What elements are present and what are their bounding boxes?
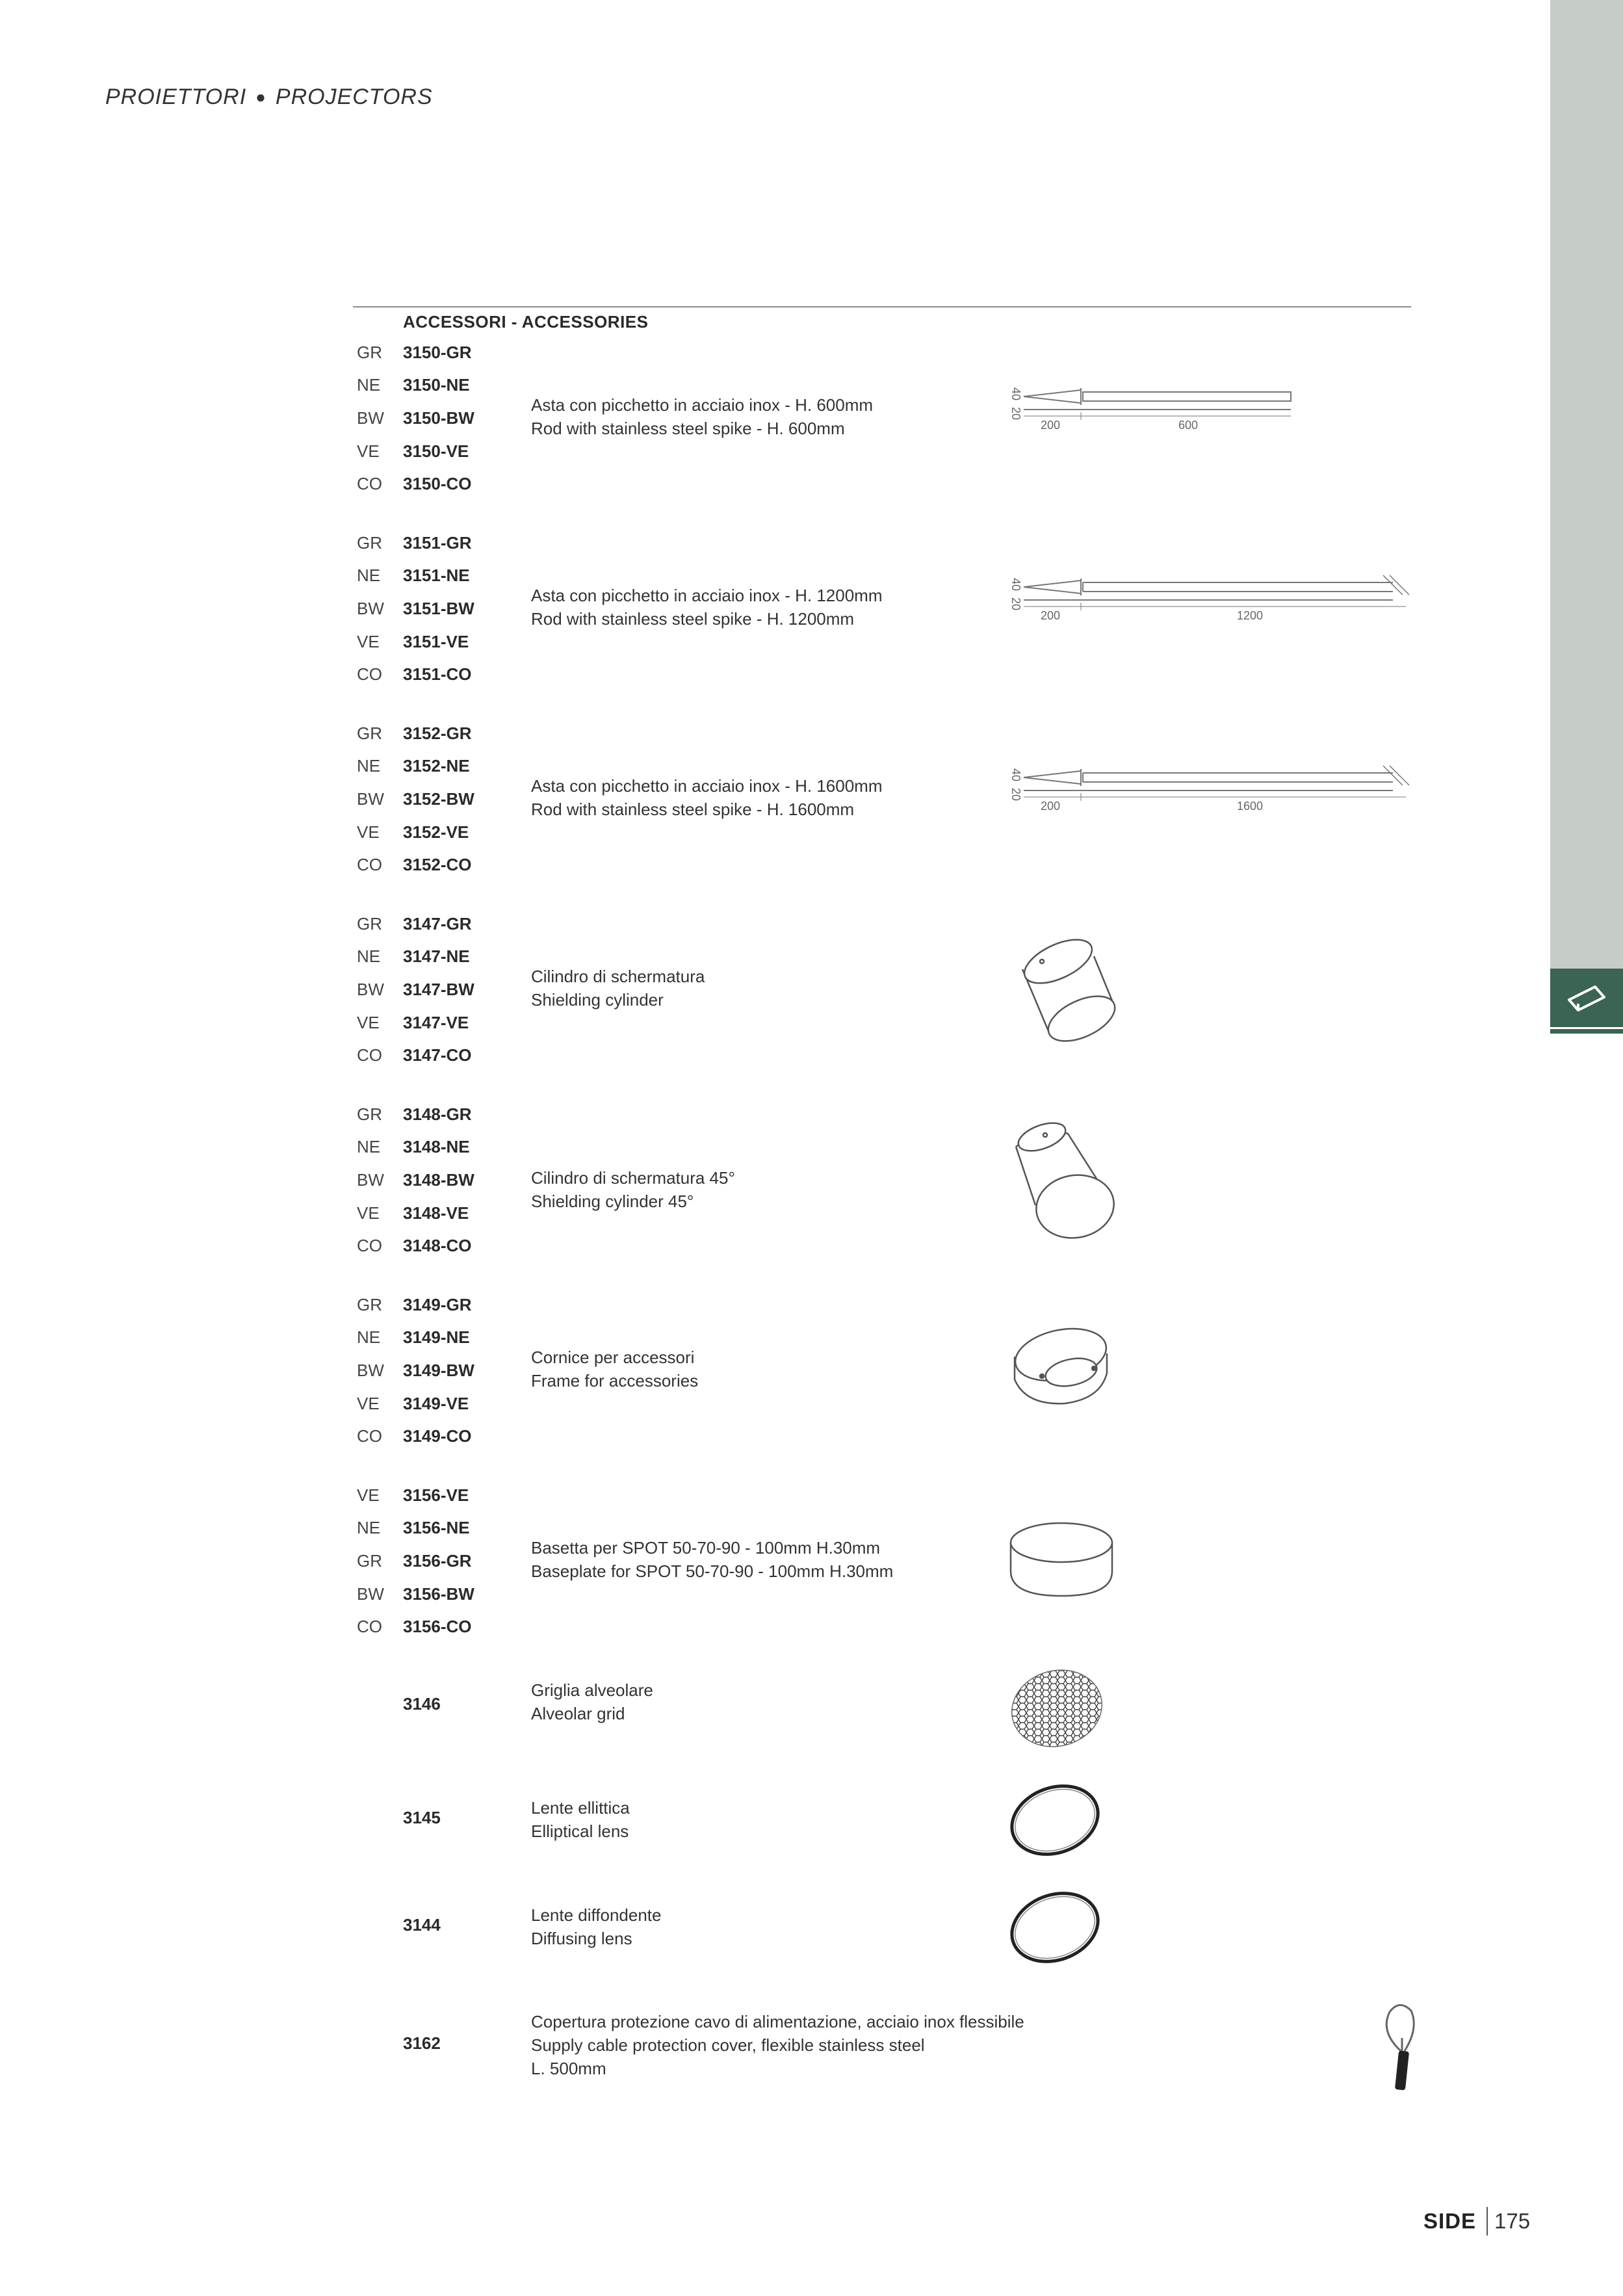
section-tab — [1550, 969, 1623, 1027]
description-english: Rod with stainless steel spike - H. 1600mm — [531, 800, 855, 819]
color-code: CO — [357, 664, 382, 684]
color-code: VE — [357, 1012, 380, 1032]
article-code: 3152-CO — [403, 854, 472, 874]
article-code: 3149-CO — [403, 1426, 472, 1446]
article-code: 3156-CO — [403, 1616, 472, 1636]
product-group-3152 — [353, 720, 1419, 889]
dimension-label: 1200 — [1237, 609, 1264, 622]
dimension-label: 20 — [1009, 788, 1022, 802]
article-code: 3150-NE — [403, 374, 470, 395]
article-code: 3152-NE — [403, 755, 470, 776]
color-code: CO — [357, 1235, 382, 1255]
cable-cover-drawing — [1373, 1999, 1432, 2096]
article-code: 3149-BW — [403, 1360, 474, 1380]
product-description — [531, 2010, 1024, 2080]
rod-spike-drawing — [1003, 378, 1328, 437]
article-code: 3146 — [403, 1694, 441, 1714]
product-single-3146 — [353, 1664, 1419, 1755]
shielding-cylinder-drawing — [1003, 930, 1133, 1060]
article-code: 3147-GR — [403, 913, 472, 933]
color-code: GR — [357, 532, 382, 553]
product-group-3149 — [353, 1292, 1419, 1461]
article-code: 3152-GR — [403, 723, 472, 743]
article-code: 3147-CO — [403, 1045, 472, 1065]
article-code: 3151-VE — [403, 631, 469, 651]
header-english: PROJECTORS — [275, 85, 433, 109]
article-code: 3150-GR — [403, 342, 472, 362]
description-english: Elliptical lens — [531, 1821, 629, 1841]
color-code: NE — [357, 755, 381, 776]
description-italian: Copertura protezione cavo di alimentazione, acciaio inox flessibile — [531, 2012, 1024, 2031]
color-code: NE — [357, 374, 381, 395]
product-description — [531, 1796, 630, 1843]
color-code: BW — [357, 1360, 384, 1380]
color-code: BW — [357, 1584, 384, 1604]
article-code: 3148-NE — [403, 1136, 470, 1156]
article-code: 3149-GR — [403, 1294, 472, 1314]
description-italian: Cilindro di schermatura — [531, 967, 705, 986]
description-english: Alveolar grid — [531, 1704, 625, 1723]
footer-divider — [1487, 2207, 1488, 2236]
article-code: 3156-NE — [403, 1517, 470, 1537]
product-group-3151 — [353, 530, 1419, 699]
rod-spike-drawing — [1003, 759, 1419, 818]
product-description — [531, 1346, 698, 1392]
article-code: 3156-BW — [403, 1584, 474, 1604]
article-code: 3147-NE — [403, 946, 470, 966]
description-italian: Basetta per SPOT 50-70-90 - 100mm H.30mm — [531, 1538, 881, 1558]
color-code: NE — [357, 1327, 381, 1347]
description-length: L. 500mm — [531, 2059, 606, 2078]
color-code: BW — [357, 789, 384, 809]
dimension-label: 40 — [1009, 578, 1022, 592]
product-group-3156 — [353, 1482, 1419, 1651]
description-english: Shielding cylinder — [531, 990, 664, 1010]
product-single-3162 — [353, 1996, 1419, 2100]
color-code: BW — [357, 408, 384, 428]
description-italian: Cilindro di schermatura 45° — [531, 1168, 735, 1188]
product-description — [531, 1536, 893, 1583]
dimension-label: 20 — [1009, 597, 1022, 611]
color-code: GR — [357, 723, 382, 743]
product-description — [531, 393, 873, 440]
section-title: ACCESSORI - ACCESSORIES — [403, 312, 649, 332]
color-code: CO — [357, 1426, 382, 1446]
color-code: VE — [357, 1203, 380, 1223]
color-code: VE — [357, 631, 380, 651]
description-english: Rod with stainless steel spike - H. 600mm — [531, 419, 845, 438]
color-code: VE — [357, 441, 380, 461]
article-code: 3150-BW — [403, 408, 474, 428]
article-code: 3145 — [403, 1808, 441, 1827]
color-code: VE — [357, 822, 380, 842]
color-code: GR — [357, 1294, 382, 1314]
color-code: NE — [357, 565, 381, 585]
description-italian: Asta con picchetto in acciaio inox - H. 1600mm — [531, 776, 883, 796]
shielding-cylinder-45-drawing — [1003, 1114, 1133, 1251]
article-code: 3156-VE — [403, 1485, 469, 1505]
dimension-label: 40 — [1009, 387, 1022, 401]
article-code: 3148-GR — [403, 1104, 472, 1124]
side-color-bar — [1550, 0, 1623, 969]
alveolar-grid-drawing — [1003, 1664, 1113, 1755]
color-code: BW — [357, 979, 384, 999]
color-code: CO — [357, 1045, 382, 1065]
article-code: 3151-BW — [403, 598, 474, 618]
article-code: 3152-BW — [403, 789, 474, 809]
description-english: Diffusing lens — [531, 1929, 632, 1948]
product-description — [531, 584, 882, 631]
dimension-label: 600 — [1178, 419, 1199, 432]
article-code: 3151-GR — [403, 532, 472, 553]
color-code: GR — [357, 913, 382, 933]
product-group-3148 — [353, 1101, 1419, 1270]
description-italian: Asta con picchetto in acciaio inox - H. 600mm — [531, 395, 874, 415]
diffusing-lens-drawing — [1003, 1885, 1107, 1970]
color-code: CO — [357, 854, 382, 874]
dimension-label: 200 — [1041, 419, 1061, 432]
article-code: 3149-NE — [403, 1327, 470, 1347]
article-code: 3152-VE — [403, 822, 469, 842]
color-code: NE — [357, 1136, 381, 1156]
article-code: 3150-VE — [403, 441, 469, 461]
accessory-frame-drawing — [1003, 1324, 1120, 1415]
product-group-3147 — [353, 911, 1419, 1080]
description-italian: Asta con picchetto in acciaio inox - H. 1200mm — [531, 586, 883, 605]
color-code: VE — [357, 1485, 380, 1505]
page-footer — [1423, 2207, 1530, 2236]
product-description — [531, 774, 882, 821]
section-tab-underline — [1550, 1029, 1623, 1034]
product-single-3144 — [353, 1885, 1419, 1970]
article-code: 3148-BW — [403, 1169, 474, 1190]
product-group-3150 — [353, 339, 1419, 508]
product-description — [531, 1166, 735, 1213]
article-code: 3147-BW — [403, 979, 474, 999]
description-italian: Lente ellittica — [531, 1798, 630, 1818]
product-description — [531, 1903, 661, 1950]
color-code: NE — [357, 946, 381, 966]
projector-icon — [1564, 982, 1609, 1014]
article-code: 3150-CO — [403, 473, 472, 493]
product-description — [531, 965, 705, 1011]
description-english: Rod with stainless steel spike - H. 1200mm — [531, 609, 855, 629]
article-code: 3156-GR — [403, 1550, 472, 1571]
color-code: VE — [357, 1393, 380, 1413]
header-italian: PROIETTORI — [105, 85, 247, 109]
color-code: GR — [357, 1550, 382, 1571]
color-code: BW — [357, 1169, 384, 1190]
page-number: 175 — [1494, 2209, 1531, 2233]
description-english: Baseplate for SPOT 50-70-90 - 100mm H.30mm — [531, 1561, 894, 1581]
product-single-3145 — [353, 1778, 1419, 1862]
color-code: BW — [357, 598, 384, 618]
color-code: NE — [357, 1517, 381, 1537]
article-code: 3149-VE — [403, 1393, 469, 1413]
article-code: 3147-VE — [403, 1012, 469, 1032]
rod-spike-drawing — [1003, 569, 1419, 627]
article-code: 3162 — [403, 2033, 441, 2053]
brand-name: SIDE — [1423, 2209, 1477, 2233]
dimension-label: 1600 — [1237, 800, 1264, 813]
color-code: GR — [357, 1104, 382, 1124]
elliptical-lens-drawing — [1003, 1778, 1107, 1862]
dimension-label: 200 — [1041, 609, 1061, 622]
description-italian: Cornice per accessori — [531, 1348, 695, 1367]
article-code: 3148-CO — [403, 1235, 472, 1255]
color-code: GR — [357, 342, 382, 362]
baseplate-drawing — [1003, 1518, 1120, 1602]
color-code: CO — [357, 1616, 382, 1636]
description-italian: Lente diffondente — [531, 1905, 662, 1925]
article-code: 3144 — [403, 1915, 441, 1935]
article-code: 3151-NE — [403, 565, 470, 585]
description-italian: Griglia alveolare — [531, 1680, 653, 1700]
page-header — [105, 85, 433, 110]
description-english: Frame for accessories — [531, 1371, 699, 1390]
dimension-label: 40 — [1009, 768, 1022, 782]
description-english: Supply cable protection cover, flexible stainless steel — [531, 2035, 925, 2055]
bullet-icon: ● — [255, 87, 266, 107]
description-english: Shielding cylinder 45° — [531, 1192, 694, 1211]
table-top-rule — [353, 306, 1411, 307]
article-code: 3151-CO — [403, 664, 472, 684]
product-description — [531, 1678, 653, 1725]
color-code: CO — [357, 473, 382, 493]
dimension-label: 20 — [1009, 407, 1022, 421]
dimension-label: 200 — [1041, 800, 1061, 813]
article-code: 3148-VE — [403, 1203, 469, 1223]
